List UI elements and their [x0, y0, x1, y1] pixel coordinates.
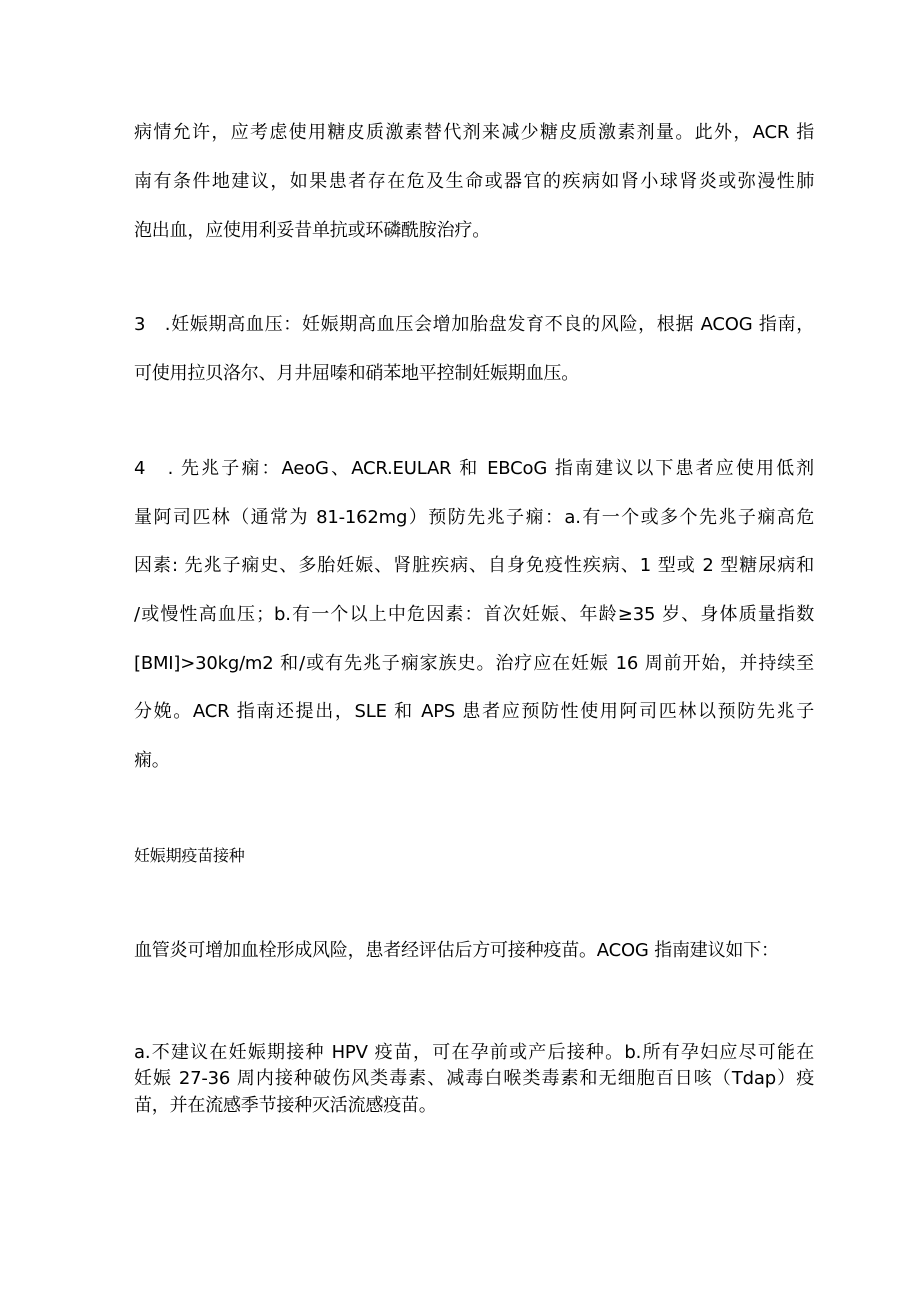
paragraph-4-line-1: 血管炎可增加血栓形成风险，患者经评估后方可接种疫苗。ACOG 指南建议如下： [134, 940, 779, 961]
paragraph-3-line-7: 痫。 [134, 750, 170, 771]
paragraph-1-line-3: 泡出血，应使用利妥昔单抗或环磷酰胺治疗。 [134, 220, 490, 241]
paragraph-3-line-4: /或慢性高血压；b.有一个以上中危因素：首次妊娠、年龄≥35 岁、身体质量指数 [134, 604, 814, 625]
paragraph-3-line-2: 量阿司匹林（通常为 81-162mg）预防先兆子痫：a.有一个或多个先兆子痫高危 [134, 507, 814, 528]
paragraph-1-line-1: 病情允许，应考虑使用糖皮质激素替代剂来减少糖皮质激素剂量。此外，ACR 指 [134, 122, 814, 143]
paragraph-2-line-2: 可使用拉贝洛尔、月井屈嗪和硝苯地平控制妊娠期血压。 [134, 363, 579, 384]
paragraph-5-line-3: 苗，并在流感季节接种灭活流感疫苗。 [134, 1095, 437, 1116]
paragraph-3-line-1: 4 . 先兆子痫：AeoG、ACR.EULAR 和 EBCoG 指南建议以下患者应使用低剂 [134, 458, 814, 479]
paragraph-5-line-2: 妊娠 27-36 周内接种破伤风类毒素、减毒白喉类毒素和无细胞百日咳（Tdap）疫 [134, 1068, 814, 1089]
paragraph-2-line-1: 3 .妊娠期高血压：妊娠期高血压会增加胎盘发育不良的风险，根据 ACOG 指南， [134, 314, 814, 335]
paragraph-3-line-6: 分娩。ACR 指南还提出，SLE 和 APS 患者应预防性使用阿司匹林以预防先兆子 [134, 701, 814, 722]
paragraph-3-line-5: [BMI]>30kg∕m2 和/或有先兆子痫家族史。治疗应在妊娠 16 周前开始，并持续至 [134, 653, 814, 674]
paragraph-1-line-2: 南有条件地建议，如果患者存在危及生命或器官的疾病如肾小球肾炎或弥漫性肺 [134, 171, 814, 192]
paragraph-3-line-3: 因素: 先兆子痫史、多胎妊娠、肾脏疾病、自身免疫性疾病、1 型或 2 型糖尿病和 [134, 555, 814, 576]
section-heading: 妊娠期疫苗接种 [134, 846, 245, 865]
paragraph-5-line-1: a.不建议在妊娠期接种 HPV 疫苗，可在孕前或产后接种。b.所有孕妇应尽可能在 [134, 1042, 814, 1063]
